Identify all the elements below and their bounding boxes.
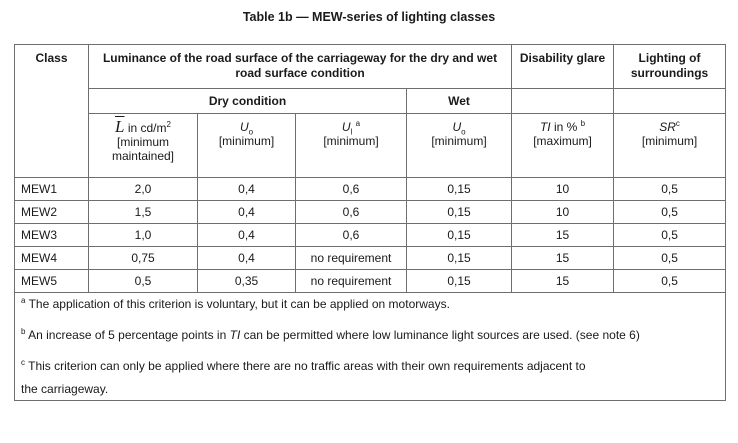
param-luminance [89, 114, 198, 178]
uo-sub: o [248, 127, 254, 137]
cell-ti: 10 [512, 178, 614, 201]
cell-sr: 0,5 [614, 270, 726, 293]
header-luminance: Luminance of the road surface of the carriageway for the dry and wet road surface condition [89, 45, 512, 89]
l-unit-sup: 2 [166, 120, 171, 129]
uo-wet-symbol: U [452, 120, 462, 134]
parameter-row [15, 114, 726, 178]
sr-note: [minimum] [641, 134, 698, 148]
mew-lighting-table [14, 44, 726, 401]
cell-ul: 0,6 [296, 224, 407, 247]
footnote-c [15, 355, 726, 379]
uo-wet-sub: o [461, 127, 466, 137]
param-uo [198, 114, 296, 178]
header-row [15, 45, 726, 89]
cell-ul: 0,6 [296, 201, 407, 224]
param-sr [614, 114, 726, 178]
cell-sr: 0,5 [614, 224, 726, 247]
header-class: Class [15, 45, 89, 178]
header-surroundings: Lighting of surroundings [614, 45, 726, 89]
cell-class: MEW5 [15, 270, 89, 293]
cell-uo: 0,4 [198, 224, 296, 247]
l-note: [minimum maintained] [111, 135, 175, 163]
cell-uo: 0,4 [198, 247, 296, 270]
cell-uo-wet: 0,15 [407, 201, 512, 224]
header-disability-glare: Disability glare [512, 45, 614, 89]
footnote-text: the carriageway. [15, 379, 726, 401]
ti-note: [maximum] [533, 134, 592, 148]
cell-sr: 0,5 [614, 247, 726, 270]
uo-note: [minimum] [218, 134, 275, 148]
cell-uo-wet: 0,15 [407, 270, 512, 293]
footnote-text: An increase of 5 percentage points in [28, 328, 227, 342]
condition-row [15, 89, 726, 114]
ti-unit: in % [553, 120, 578, 134]
cell-ul: no requirement [296, 270, 407, 293]
cell-class: MEW1 [15, 178, 89, 201]
header-empty-surroundings [614, 89, 726, 114]
cell-ti: 10 [512, 201, 614, 224]
table-row [15, 270, 726, 293]
cell-ul: 0,6 [296, 178, 407, 201]
table-row [15, 201, 726, 224]
header-dry-condition: Dry condition [89, 89, 407, 114]
cell-class: MEW3 [15, 224, 89, 247]
cell-ti: 15 [512, 224, 614, 247]
cell-ti: 15 [512, 270, 614, 293]
ul-sup: a [355, 119, 361, 128]
cell-ti: 15 [512, 247, 614, 270]
table-row [15, 178, 726, 201]
footnote-mark: b [21, 327, 26, 336]
cell-class: MEW4 [15, 247, 89, 270]
table-row [15, 247, 726, 270]
footnote-text: This criterion can only be applied where there are no traffic areas with their own requirements adjacent to [28, 359, 586, 373]
table-title: Table 1b — MEW-series of lighting classes [242, 10, 496, 24]
cell-l: 2,0 [89, 178, 198, 201]
ul-sub: l [350, 127, 353, 137]
param-uo-wet [407, 114, 512, 178]
sr-symbol: SR [659, 120, 676, 134]
ul-symbol: U [341, 120, 351, 134]
cell-ul: no requirement [296, 247, 407, 270]
header-empty-glare [512, 89, 614, 114]
param-ti [512, 114, 614, 178]
param-ul [296, 114, 407, 178]
footnote-mark: c [21, 358, 25, 367]
footnote-symbol: TI [229, 328, 241, 342]
sr-sup: c [675, 119, 680, 128]
cell-uo-wet: 0,15 [407, 224, 512, 247]
footnote-text: The application of this criterion is voluntary, but it can be applied on motorways. [28, 297, 450, 312]
cell-class: MEW2 [15, 201, 89, 224]
cell-uo: 0,35 [198, 270, 296, 293]
table-row [15, 224, 726, 247]
header-wet: Wet [407, 89, 512, 114]
cell-uo-wet: 0,15 [407, 247, 512, 270]
l-unit: in cd/m [127, 121, 167, 135]
uo-wet-note: [minimum] [431, 134, 487, 148]
cell-sr: 0,5 [614, 178, 726, 201]
cell-l: 0,75 [89, 247, 198, 270]
cell-uo: 0,4 [198, 201, 296, 224]
l-symbol: $\overline{L}$ [115, 117, 125, 136]
footnote-c-continued [15, 379, 726, 401]
cell-l: 1,0 [89, 224, 198, 247]
footnote-a [15, 293, 726, 317]
footnote-text: can be permitted where low luminance light sources are used. (see note 6) [243, 328, 640, 342]
cell-l: 1,5 [89, 201, 198, 224]
cell-sr: 0,5 [614, 201, 726, 224]
footnote-b [15, 317, 726, 355]
ti-sup: b [580, 119, 586, 128]
ul-note: [minimum] [323, 134, 379, 148]
footnote-mark: a [21, 296, 26, 306]
uo-symbol: U [239, 120, 249, 134]
ti-symbol: TI [539, 120, 551, 134]
cell-uo-wet: 0,15 [407, 178, 512, 201]
cell-l: 0,5 [89, 270, 198, 293]
cell-uo: 0,4 [198, 178, 296, 201]
